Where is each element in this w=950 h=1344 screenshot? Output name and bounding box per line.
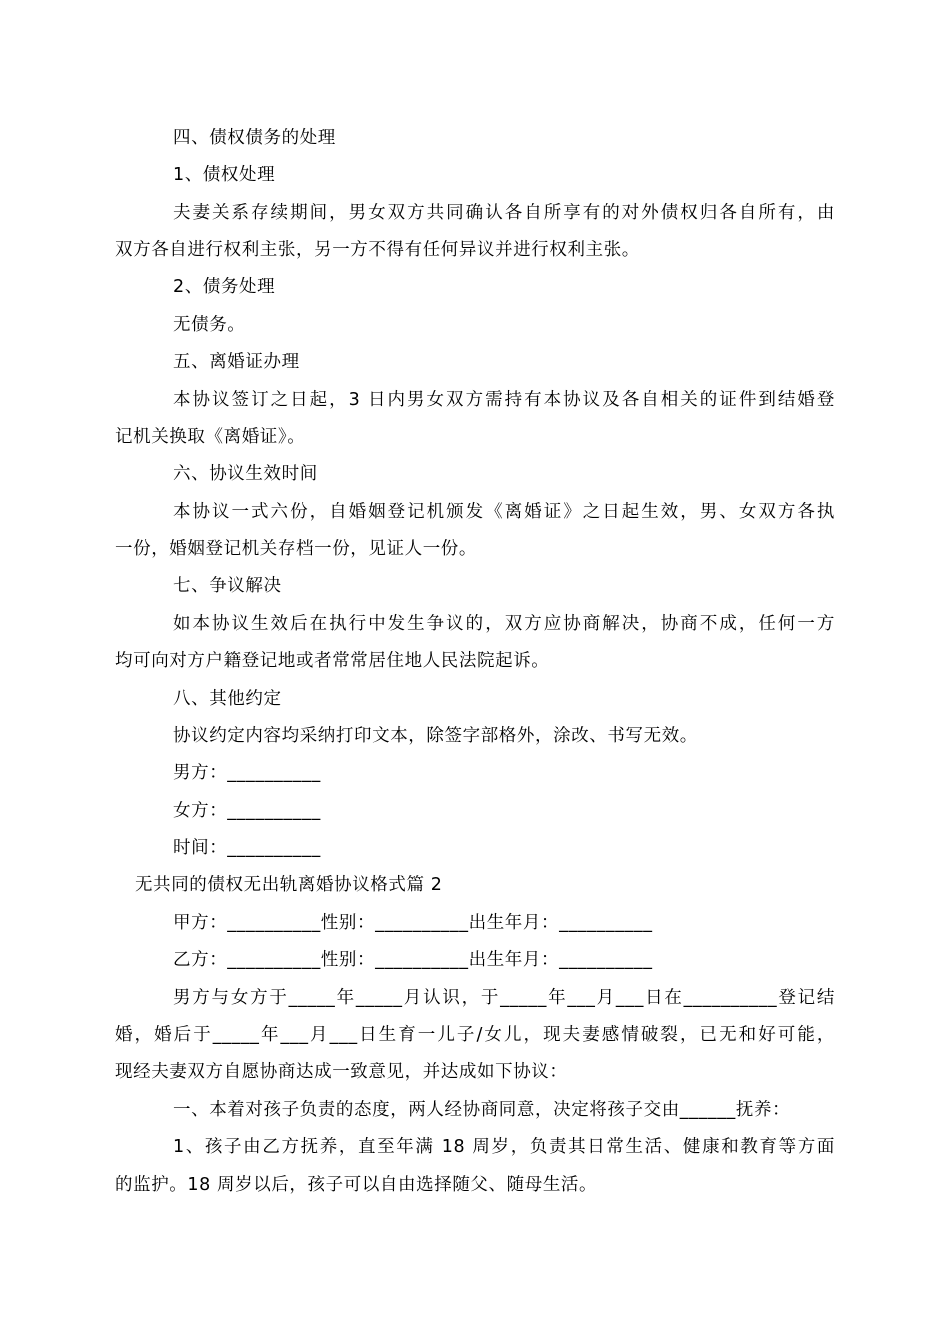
subheading-debts: 2、债务处理 (173, 277, 276, 297)
paragraph-line: 夫妻关系存续期间，男女双方共同确认各自所享有的对外债权归各自所有，由 (173, 203, 835, 223)
party-a-line: 甲方：__________性别：__________出生年月：__________ (173, 913, 653, 933)
paragraph-line: 的监护。18 周岁以后，孩子可以自由选择随父、随母生活。 (115, 1175, 598, 1195)
section-heading-dispute: 七、争议解决 (173, 576, 282, 596)
section-heading-certificate: 五、离婚证办理 (173, 352, 300, 372)
paragraph-line: 1、孩子由乙方抚养，直至年满 18 周岁，负责其日常生活、健康和教育等方面 (173, 1137, 835, 1157)
subheading-claims: 1、债权处理 (173, 165, 276, 185)
paragraph-line: 双方各自进行权利主张，另一方不得有任何异议并进行权利主张。 (115, 240, 640, 260)
paragraph-line: 无债务。 (173, 315, 246, 335)
paragraph-line: 如本协议生效后在执行中发生争议的，双方应协商解决，协商不成，任何一方 (173, 614, 835, 634)
signature-line-date: 时间：__________ (173, 838, 321, 858)
paragraph-line: 婚，婚后于_____年___月___日生育一儿子/女儿，现夫妻感情破裂，已无和好可能， (115, 1025, 835, 1045)
paragraph-line: 一份，婚姻登记机关存档一份，见证人一份。 (115, 539, 477, 559)
paragraph-line: 现经夫妻双方自愿协商达成一致意见，并达成如下协议： (115, 1062, 568, 1082)
article-title: 无共同的债权无出轨离婚协议格式篇 2 (135, 875, 443, 895)
party-b-line: 乙方：__________性别：__________出生年月：__________ (173, 950, 653, 970)
paragraph-line: 记机关换取《离婚证》。 (115, 427, 306, 447)
signature-line-female: 女方：__________ (173, 801, 321, 821)
paragraph-line: 协议约定内容均采纳打印文本，除签字部格外，涂改、书写无效。 (173, 726, 698, 746)
section-heading-debts: 四、债权债务的处理 (173, 128, 336, 148)
paragraph-line: 本协议一式六份，自婚姻登记机颁发《离婚证》之日起生效，男、女双方各执 (173, 502, 835, 522)
section-heading-other: 八、其他约定 (173, 689, 282, 709)
signature-line-male: 男方：__________ (173, 763, 321, 783)
section-heading-effective: 六、协议生效时间 (173, 464, 318, 484)
paragraph-line: 均可向对方户籍登记地或者常常居住地人民法院起诉。 (115, 651, 550, 671)
paragraph-line: 男方与女方于_____年_____月认识，于_____年___月___日在__________登记结 (173, 988, 835, 1008)
section-heading-child: 一、本着对孩子负责的态度，两人经协商同意，决定将孩子交由______抚养： (173, 1100, 791, 1120)
paragraph-line: 本协议签订之日起，3 日内男女双方需持有本协议及各自相关的证件到结婚登 (173, 390, 835, 410)
